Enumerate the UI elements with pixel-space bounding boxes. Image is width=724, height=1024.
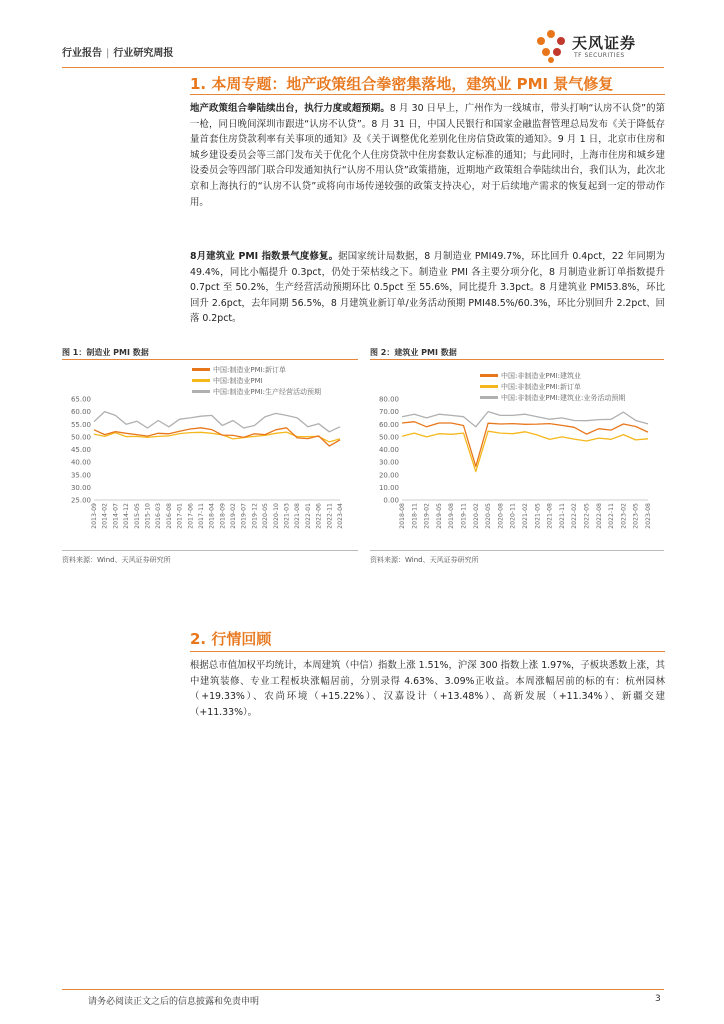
x-tick-label: 2019-11 (460, 503, 468, 529)
section1-paragraph-1 (190, 101, 665, 210)
x-tick-label: 2022-11 (326, 503, 334, 529)
figure2-label: 图 2：建筑业 PMI 数据 (370, 348, 457, 357)
x-tick-label: 2014-02 (101, 503, 109, 529)
x-tick-label: 2023-08 (645, 503, 652, 529)
figure1-chart (62, 362, 358, 547)
series-line (402, 422, 648, 467)
legend-entry (480, 370, 625, 381)
header-divider (62, 67, 664, 68)
x-tick-label: 2019-05 (435, 503, 443, 529)
tf-securities-logo (534, 28, 664, 68)
x-tick-label: 2022-01 (304, 503, 312, 529)
x-tick-label: 2021-03 (283, 503, 291, 529)
legend-swatch (192, 390, 210, 393)
x-tick-label: 2023-05 (632, 503, 640, 529)
legend-entry (192, 375, 321, 386)
x-tick-label: 2016-03 (155, 503, 163, 529)
x-tick-label: 2015-05 (133, 503, 141, 529)
legend-entry (480, 381, 625, 392)
legend-label: 中国:非制造业PMI:新订单 (501, 382, 582, 391)
legend-label: 中国:非制造业PMI:建筑业 (501, 371, 582, 380)
y-tick-label: 80.00 (378, 395, 399, 404)
x-tick-label: 2020-08 (497, 503, 505, 529)
x-tick-label: 2018-04 (208, 503, 216, 529)
y-tick-label: 60.00 (378, 420, 399, 429)
x-tick-label: 2021-05 (534, 503, 542, 529)
paragraph-1-body: 8 月 30 日早上，广州作为一线城市，带头打响“认房不认贷”的第一枪，同日晚间深圳市跟进“认房不认贷”。8 月 31 日，中国人民银行和国家金融监督管理总局发布《关于降低存量首套住房贷款利率有关事项的通知》及《关于调整优化差别化住房信贷政策的通知》。9 月 1 日，北京市住房和城乡建设委员会等三部门发布关于优化个人住房贷款中住房套数认定标准的通知；与此同时，上海市住房和城乡建设委员会等四部门联合印发通知执行“认房不用认贷”政策措施，近期地产政策组合拳陆续出台，我们认为，此次北京和上海执行的“认房不认贷”或将向市场传递较强的政策支持决心，对于后续地产需求的恢复起到一定的带动作用。 (190, 103, 665, 208)
section2-title: 2. 行情回顾 (190, 630, 272, 648)
y-tick-label: 45.00 (70, 446, 91, 454)
y-tick-label: 50.00 (378, 433, 399, 442)
x-tick-label: 2015-10 (144, 503, 152, 529)
footer-disclaimer: 请务必阅读正文之后的信息披露和免责申明 (88, 997, 260, 1007)
x-tick-label: 2019-12 (251, 503, 259, 529)
legend-label: 中国:非制造业PMI:建筑业:业务活动预期 (501, 393, 626, 402)
section1-title-underline (190, 94, 665, 95)
x-tick-label: 2013-09 (91, 503, 98, 529)
x-tick-label: 2019-08 (448, 503, 456, 529)
figure1-label: 图 1：制造业 PMI 数据 (62, 348, 149, 357)
footer-divider (62, 989, 664, 990)
x-tick-label: 2018-08 (399, 503, 406, 529)
figure2-top-rule (370, 359, 664, 360)
section2-title-underline (190, 651, 665, 652)
x-tick-label: 2021-02 (522, 503, 529, 529)
x-tick-label: 2021-08 (546, 503, 554, 529)
x-tick-label: 2019-02 (230, 503, 238, 529)
paragraph-1-lead: 地产政策组合拳陆续出台，执行力度或超预期。 (190, 103, 390, 114)
y-tick-label: 30.00 (70, 483, 91, 492)
x-tick-label: 2020-02 (472, 503, 480, 529)
x-tick-label: 2017-06 (187, 503, 195, 529)
x-tick-label: 2017-01 (176, 503, 184, 529)
figure2-source: 资料来源：Wind、天风证券研究所 (370, 556, 479, 564)
x-tick-label: 2018-09 (219, 503, 227, 529)
figure1-source: 资料来源：Wind、天风证券研究所 (62, 556, 171, 564)
x-tick-label: 2021-11 (558, 503, 566, 529)
legend-label: 中国:制造业PMI (213, 376, 263, 385)
section2-paragraph: 根据总市值加权平均统计，本周建筑（中信）指数上涨 1.51%，沪深 300 指数上涨 1.97%，子板块悉数上涨，其中建筑装修、专业工程板块涨幅居前，分别录得 4.63%、3.09%正收益。本周涨幅居前的标的有：杭州园林（+19.33%）、农尚环境（+15.22%）、汉嘉设计（+13.48%）、高新发展（+11.34%）、新疆交建（+11.33%）。 (190, 660, 665, 718)
logo-mark-icon (534, 28, 568, 64)
x-tick-label: 2022-08 (595, 503, 603, 529)
section1-paragraph-2 (190, 249, 665, 327)
x-tick-label: 2017-11 (197, 503, 205, 529)
legend-entry (192, 364, 321, 375)
y-tick-label: 30.00 (378, 458, 399, 467)
x-tick-label: 2022-06 (315, 503, 323, 529)
y-tick-label: 20.00 (378, 471, 399, 480)
x-tick-label: 2022-05 (583, 503, 591, 529)
figure1-bottom-rule (62, 550, 358, 551)
legend-swatch (480, 396, 498, 399)
x-tick-label: 2014-07 (112, 503, 120, 529)
x-tick-label: 2018-11 (411, 503, 419, 529)
legend-swatch (480, 374, 498, 377)
x-tick-label: 2019-07 (240, 503, 248, 529)
x-tick-label: 2016-08 (165, 503, 173, 529)
logo-text-en: TF SECURITIES (574, 52, 625, 59)
x-tick-label: 2020-11 (509, 503, 517, 529)
series-line (94, 412, 340, 432)
legend-swatch (192, 379, 210, 382)
figure2-legend (480, 370, 625, 403)
x-tick-label: 2020-05 (262, 503, 270, 529)
y-tick-label: 25.00 (70, 496, 91, 505)
logo-text-cn: 天风证券 (572, 34, 637, 52)
paragraph-2-body: 据国家统计局数据，8 月制造业 PMI49.7%，环比回升 0.4pct，22 年同期为 49.4%，同比小幅提升 0.3pct，仍处于荣枯线之下。制造业 PMI 各主要分项分化，8 月制造业新订单指数提升 0.7pct 至 50.2%，生产经营活动预期环比 0.5pct 至 55.6%，同比提升 3.3pct。8 月建筑业 PMI53.8%，环比回升 2.6pct，去年同期 56.5%，8 月建筑业新订单/业务活动预期 PMI48.5%/60.3%，环比分别回升 2.2pct、回落 0.2pct。 (190, 251, 666, 325)
x-tick-label: 2023-04 (337, 503, 344, 529)
figure1-legend (192, 364, 321, 397)
x-tick-label: 2014-12 (123, 503, 131, 529)
legend-label: 中国:制造业PMI:生产经营活动预期 (213, 387, 322, 396)
legend-label: 中国:制造业PMI:新订单 (213, 365, 287, 374)
page-number: 3 (655, 994, 661, 1004)
y-tick-label: 50.00 (70, 433, 91, 442)
y-tick-label: 10.00 (378, 483, 399, 492)
header-report-type: 行业报告 (62, 48, 102, 59)
y-tick-label: 35.00 (70, 471, 91, 480)
x-tick-label: 2021-08 (294, 503, 302, 529)
x-tick-label: 2020-10 (272, 503, 280, 529)
x-tick-label: 2019-02 (423, 503, 431, 529)
figure2-bottom-rule (370, 550, 664, 551)
legend-entry (480, 392, 625, 403)
y-tick-label: 60.00 (70, 408, 91, 417)
x-tick-label: 2020-05 (485, 503, 493, 529)
y-tick-label: 40.00 (70, 458, 91, 467)
x-tick-label: 2022-11 (608, 503, 616, 529)
page-header (62, 34, 664, 68)
x-tick-label: 2022-02 (571, 503, 579, 529)
header-breadcrumb (62, 44, 173, 59)
header-report-subtype: 行业研究周报 (113, 48, 174, 59)
series-line (402, 431, 648, 471)
y-tick-label: 70.00 (378, 408, 399, 417)
figure2-chart (370, 362, 664, 547)
legend-swatch (480, 385, 498, 388)
figure1-top-rule (62, 359, 358, 360)
y-tick-label: 0.00 (383, 496, 399, 505)
y-tick-label: 55.00 (70, 420, 91, 429)
y-tick-label: 65.00 (70, 395, 91, 404)
x-tick-label: 2023-02 (620, 503, 628, 529)
header-separator: | (106, 48, 110, 59)
y-tick-label: 40.00 (378, 446, 399, 454)
section1-title: 1. 本周专题：地产政策组合拳密集落地，建筑业 PMI 景气修复 (190, 75, 614, 93)
paragraph-2-lead: 8月建筑业 PMI 指数景气度修复。 (190, 251, 339, 262)
legend-swatch (192, 368, 210, 371)
legend-entry (192, 386, 321, 397)
